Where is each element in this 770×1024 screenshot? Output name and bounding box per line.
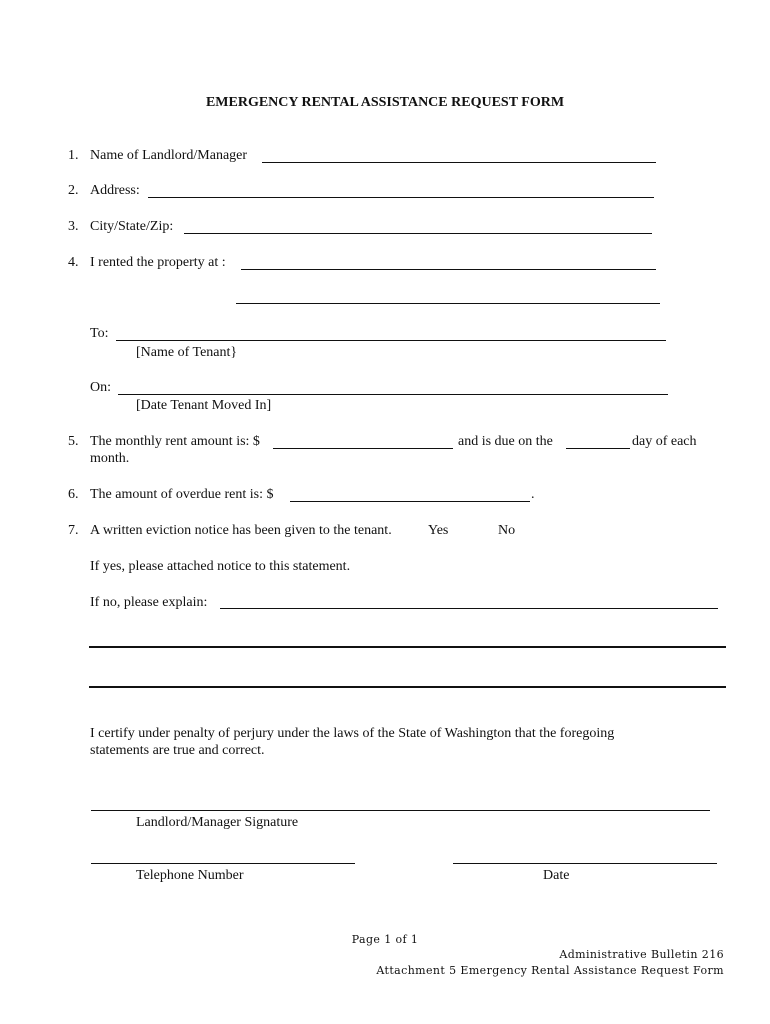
eviction-notice-label: A written eviction notice has been given to the tenant. [90,523,392,538]
move-in-date-field[interactable] [118,394,668,395]
eviction-notice-yes-option[interactable]: Yes [428,523,449,538]
page-number: Page 1 of 1 [351,933,419,946]
property-address-label: I rented the property at : [90,255,226,270]
explanation-field[interactable] [220,608,718,609]
item-number-6: 6. [68,487,79,502]
telephone-field[interactable] [91,863,355,864]
landlord-name-field[interactable] [262,162,656,163]
address-field[interactable] [148,197,654,198]
signature-label: Landlord/Manager Signature [136,815,299,830]
monthly-rent-field[interactable] [273,448,453,449]
overdue-rent-field[interactable] [290,501,530,502]
if-no-explain-label: If no, please explain: [90,595,208,610]
overdue-rent-label: The amount of overdue rent is: $ [90,487,274,502]
date-label: Date [543,868,570,883]
if-yes-instruction: If yes, please attached notice to this statement. [90,559,351,574]
certification-text-line2: statements are true and correct. [90,743,265,758]
attachment-reference: Attachment 5 Emergency Rental Assistance Request Form [376,964,724,977]
form-title: EMERGENCY RENTAL ASSISTANCE REQUEST FORM [205,95,565,110]
item-number-3: 3. [68,219,79,234]
explanation-field-line2[interactable] [89,646,726,648]
tenant-name-field[interactable] [116,340,666,341]
month-label: month. [90,451,130,466]
certification-text-line1: I certify under penalty of perjury under the laws of the State of Washington that the foregoing [90,726,615,741]
day-of-each-label: day of each [632,434,697,449]
telephone-label: Telephone Number [136,868,244,883]
due-day-field[interactable] [566,448,630,449]
date-field[interactable] [453,863,717,864]
item-number-4: 4. [68,255,79,270]
signature-field[interactable] [91,810,710,811]
landlord-name-label: Name of Landlord/Manager [90,148,248,163]
move-in-date-label: On: [90,380,111,395]
explanation-field-line3[interactable] [89,686,726,688]
overdue-rent-period: . [531,487,535,502]
address-label: Address: [90,183,140,198]
city-state-zip-field[interactable] [184,233,652,234]
eviction-notice-no-option[interactable]: No [498,523,516,538]
item-number-1: 1. [68,148,79,163]
tenant-name-hint: [Name of Tenant} [136,345,238,360]
move-in-date-hint: [Date Tenant Moved In] [136,398,272,413]
monthly-rent-label: The monthly rent amount is: $ [90,434,260,449]
item-number-5: 5. [68,434,79,449]
property-address-field[interactable] [241,269,656,270]
bulletin-reference: Administrative Bulletin 216 [559,948,724,961]
due-on-label: and is due on the [458,434,553,449]
tenant-name-label: To: [90,326,109,341]
city-state-zip-label: City/State/Zip: [90,219,174,234]
property-address-field-line2[interactable] [236,303,660,304]
item-number-7: 7. [68,523,79,538]
item-number-2: 2. [68,183,79,198]
